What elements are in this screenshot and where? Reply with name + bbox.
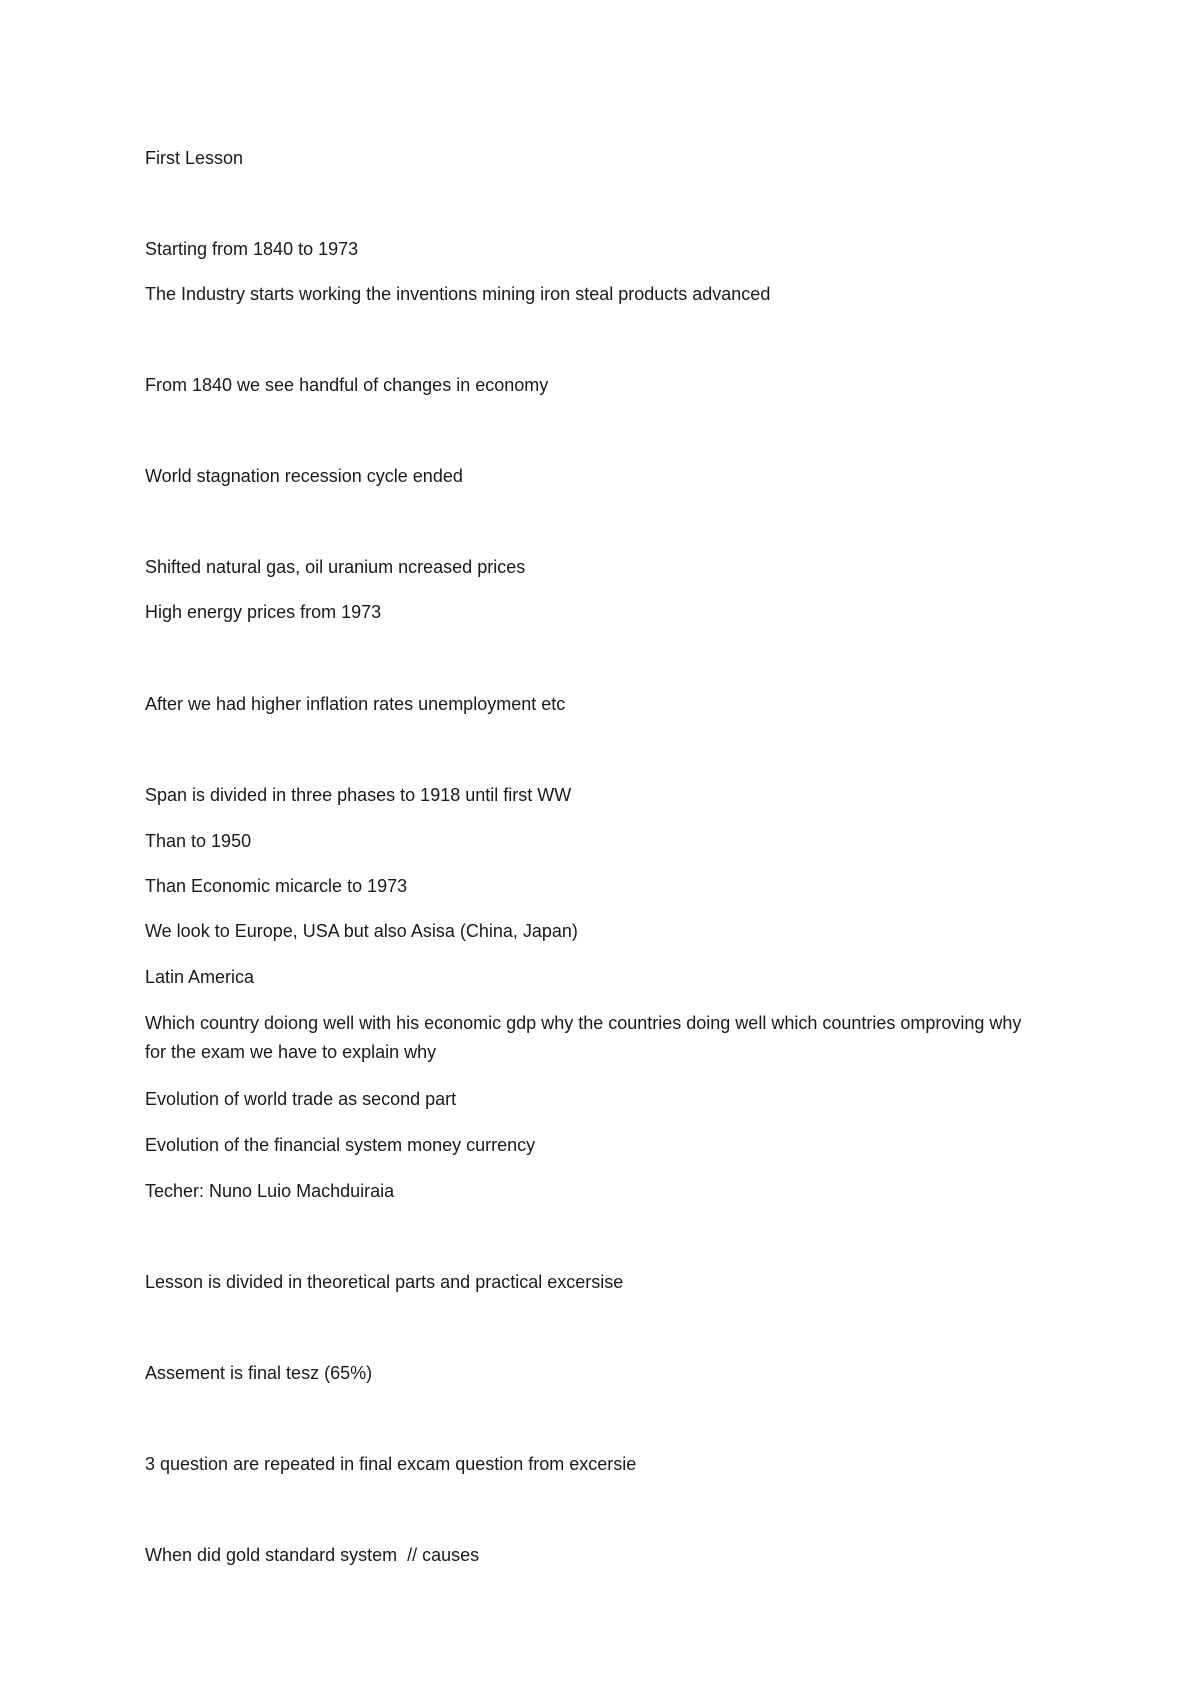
text-line: Span is divided in three phases to 1918 until first WW bbox=[145, 785, 572, 805]
text-line: Shifted natural gas, oil uranium ncreased prices bbox=[145, 557, 526, 577]
text-line: Starting from 1840 to 1973 bbox=[145, 239, 359, 259]
text-line: High energy prices from 1973 bbox=[145, 602, 382, 622]
text-line: 3 question are repeated in final excam question from excersie bbox=[145, 1454, 637, 1474]
text-line: After we had higher inflation rates unemployment etc bbox=[145, 694, 566, 714]
text-line: Techer: Nuno Luio Machduiraia bbox=[145, 1181, 395, 1201]
text-line: The Industry starts working the inventions mining iron steal products advanced bbox=[145, 284, 771, 304]
text-line: Assement is final tesz (65%) bbox=[145, 1363, 373, 1383]
text-line: Evolution of the financial system money currency bbox=[145, 1135, 536, 1155]
text-line: Which country doiong well with his economic gdp why the countries doing well which countries omproving why for the exam we have to explain why bbox=[145, 1013, 1027, 1062]
text-line: We look to Europe, USA but also Asisa (China, Japan) bbox=[145, 921, 578, 941]
text-line: Evolution of world trade as second part bbox=[145, 1089, 457, 1109]
text-line: Latin America bbox=[145, 967, 255, 987]
text-line: Than Economic micarcle to 1973 bbox=[145, 876, 408, 896]
text-line: From 1840 we see handful of changes in economy bbox=[145, 375, 549, 395]
text-line: Lesson is divided in theoretical parts and practical excersise bbox=[145, 1272, 624, 1292]
text-line: World stagnation recession cycle ended bbox=[145, 466, 463, 486]
document-title: First Lesson bbox=[145, 148, 244, 168]
text-line: When did gold standard system // causes bbox=[145, 1545, 480, 1565]
text-line: Than to 1950 bbox=[145, 831, 252, 851]
